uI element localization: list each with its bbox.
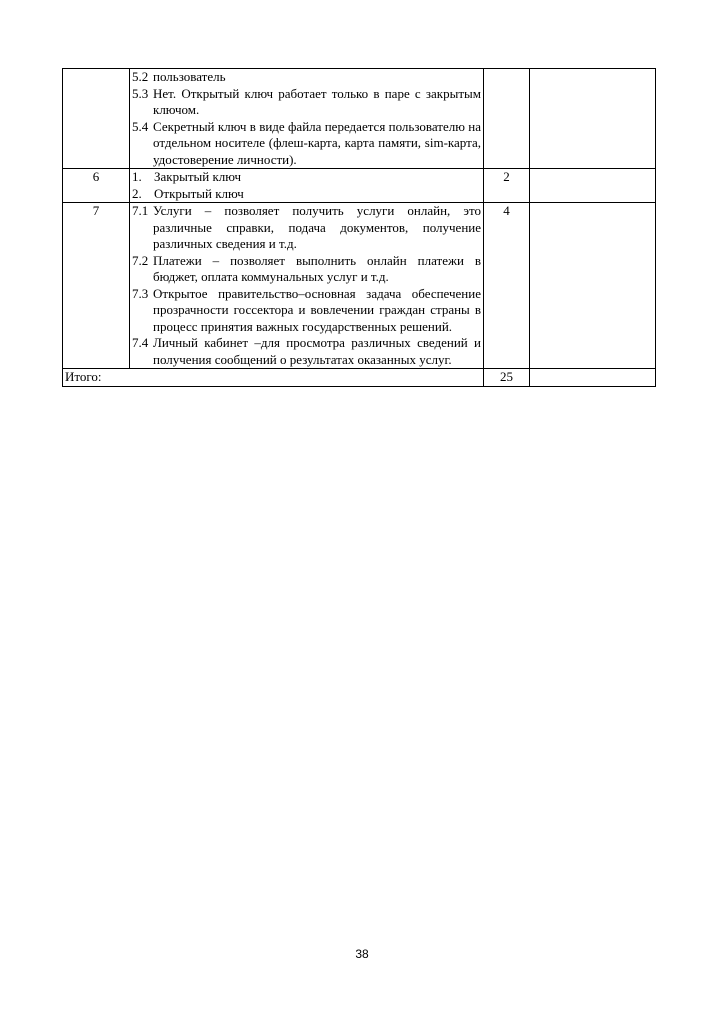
answer-table bbox=[62, 68, 656, 387]
item-marker: 1. bbox=[132, 169, 142, 184]
item-marker: 5.4 bbox=[132, 118, 149, 134]
page-number: 38 bbox=[355, 947, 369, 961]
empty-cell bbox=[530, 69, 656, 169]
item-text: Открытое правительство–основная задача обеспечение прозрачности госсектора и вовлечении граждан страны в процесс принятия важных государственных решений. bbox=[153, 285, 481, 334]
answer-item bbox=[132, 335, 481, 368]
item-text: Открытый ключ bbox=[154, 185, 244, 201]
item-text: Секретный ключ в виде файла передается пользователю на отдельном носителе (флеш-карта, карта памяти, sim-карта, удостоверение личности). bbox=[153, 118, 481, 167]
answer-item bbox=[132, 169, 481, 186]
answer-item bbox=[132, 86, 481, 119]
answer-item bbox=[132, 253, 481, 286]
answer-item bbox=[132, 119, 481, 169]
answer-item bbox=[132, 286, 481, 336]
item-marker: 7.1 bbox=[132, 203, 149, 218]
answer-cell bbox=[130, 203, 484, 369]
item-text: Платежи – позволяет выполнить онлайн платежи в бюджет, оплата коммунальных услуг и т.д. bbox=[153, 252, 481, 284]
answer-item bbox=[132, 69, 481, 86]
points-cell bbox=[484, 69, 530, 169]
question-number-cell bbox=[63, 69, 130, 169]
answer-item bbox=[132, 203, 481, 253]
answer-cell bbox=[130, 69, 484, 169]
answer-cell bbox=[130, 169, 484, 203]
item-marker: 7.3 bbox=[132, 285, 149, 301]
table-row bbox=[63, 69, 656, 169]
points-cell: 4 bbox=[484, 203, 530, 369]
empty-cell bbox=[530, 369, 656, 387]
item-text: Услуги – позволяет получить услуги онлайн, это различные справки, подача документов, получение различных сведения и т.д. bbox=[153, 203, 481, 251]
item-marker: 7.2 bbox=[132, 252, 149, 268]
total-label: Итого: bbox=[63, 369, 484, 387]
item-text: Закрытый ключ bbox=[154, 169, 242, 184]
item-marker: 2. bbox=[132, 185, 142, 201]
empty-cell bbox=[530, 169, 656, 203]
points-cell: 2 bbox=[484, 169, 530, 203]
item-marker: 5.3 bbox=[132, 85, 149, 101]
total-row bbox=[63, 369, 656, 387]
item-text: пользователь bbox=[153, 69, 226, 84]
question-number-cell: 7 bbox=[63, 203, 130, 369]
item-text: Личный кабинет –для просмотра различных сведений и получения сообщений о результатах оказанных услуг. bbox=[153, 335, 481, 367]
answer-item bbox=[132, 186, 481, 203]
total-points: 25 bbox=[484, 369, 530, 387]
empty-cell bbox=[530, 203, 656, 369]
item-marker: 7.4 bbox=[132, 335, 149, 350]
table-row bbox=[63, 203, 656, 369]
item-text: Нет. Открытый ключ работает только в паре с закрытым ключом. bbox=[153, 85, 481, 117]
item-marker: 5.2 bbox=[132, 69, 149, 84]
table-row bbox=[63, 169, 656, 203]
question-number-cell: 6 bbox=[63, 169, 130, 203]
